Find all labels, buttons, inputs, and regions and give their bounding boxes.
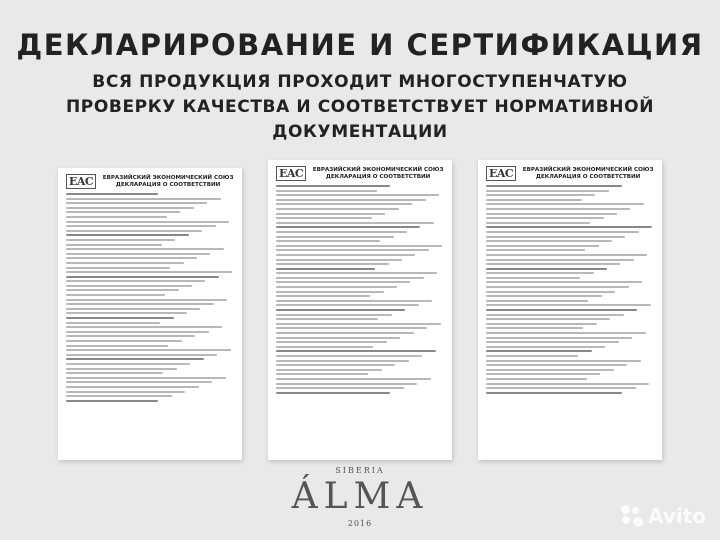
document-text-line (486, 304, 651, 306)
document-text-line (276, 318, 378, 320)
eac-mark-icon: EAC (66, 174, 96, 189)
document-text-line (276, 277, 424, 279)
document-text-line (276, 194, 439, 196)
document-text-line (66, 340, 182, 342)
document-text-line (66, 395, 172, 397)
document-text-line (486, 309, 637, 311)
document-text-line (486, 383, 649, 385)
document-text-line (486, 199, 582, 201)
document-title: ЕВРАЗИЙСКИЙ ЭКОНОМИЧЕСКИЙ СОЮЗ ДЕКЛАРАЦИЯ О СООТВЕТСТВИИ (102, 174, 234, 188)
document-text-line (66, 244, 162, 246)
document-text-line (486, 364, 627, 366)
document-text-line (276, 323, 441, 325)
document-text-line (276, 369, 382, 371)
document-text-line (276, 222, 434, 224)
document-text-line (486, 360, 641, 362)
document-text-line (486, 213, 617, 215)
document-text-line (486, 208, 630, 210)
document-text-line (66, 234, 189, 236)
document-text-line (486, 300, 588, 302)
document-text-line (486, 217, 604, 219)
document-text-line (276, 291, 384, 293)
brand-tagline: SIBERIA (335, 466, 385, 475)
document-text-line (66, 216, 167, 218)
document-text-line (486, 350, 592, 352)
document-text-line (276, 364, 395, 366)
document-text-line (276, 203, 412, 205)
document-text-line (486, 337, 632, 339)
document-text-line (486, 190, 609, 192)
document-text-line (66, 326, 222, 328)
document-text-line (486, 254, 647, 256)
document-text-line (66, 363, 190, 365)
document-text-line (66, 230, 202, 232)
document-text-line (486, 392, 622, 394)
document-text-line (276, 387, 404, 389)
document-text-line (276, 240, 380, 242)
document-text-line (66, 267, 170, 269)
document-text-line (486, 277, 580, 279)
document-text-line (486, 378, 587, 380)
document-text-line (66, 285, 192, 287)
document-text-line (66, 354, 217, 356)
document-text-line (276, 236, 394, 238)
document-text-line (276, 208, 399, 210)
document-text-line (486, 373, 600, 375)
document-text-line (486, 185, 622, 187)
document-text-line (276, 341, 387, 343)
page-subtitle: ВСЯ ПРОДУКЦИЯ ПРОХОДИТ МНОГОСТУПЕНЧАТУЮ ПРОВЕРКУ КАЧЕСТВА И СООТВЕТСТВУЕТ НОРМАТИВНОЙ ДОКУМЕНТАЦИИ (65, 72, 655, 142)
document-text-line (276, 373, 368, 375)
document-text-line (66, 358, 204, 360)
document-text-line (276, 392, 390, 394)
document-text-line (66, 308, 200, 310)
document-text-line (276, 249, 429, 251)
document-text-line (276, 350, 436, 352)
document-text-line (66, 207, 194, 209)
document-text-line (276, 295, 370, 297)
declaration-document-2[interactable] (268, 160, 452, 460)
document-text-line (66, 349, 231, 351)
document-text-line (276, 190, 377, 192)
document-title: ЕВРАЗИЙСКИЙ ЭКОНОМИЧЕСКИЙ СОЮЗ ДЕКЛАРАЦИЯ О СООТВЕТСТВИИ (312, 166, 444, 180)
document-text-line (66, 335, 195, 337)
document-text-line (486, 231, 639, 233)
document-text-line (66, 202, 207, 204)
document-text-line (486, 346, 605, 348)
document-text-line (66, 211, 180, 213)
document-text-line (66, 221, 229, 223)
document-text-line (66, 299, 227, 301)
document-text-line (486, 222, 590, 224)
document-text-line (276, 185, 390, 187)
document-text-line (276, 281, 410, 283)
document-text-line (486, 194, 595, 196)
document-text-line (486, 259, 634, 261)
avito-watermark-text: Avito (648, 504, 706, 528)
document-text-line (66, 317, 174, 319)
avito-watermark (621, 504, 706, 528)
document-text-line (66, 253, 210, 255)
document-text-line (486, 268, 607, 270)
document-text-line (66, 289, 179, 291)
avito-logo-icon (621, 505, 643, 527)
document-text-line (486, 281, 642, 283)
document-text-line (276, 217, 372, 219)
document-text-line (66, 381, 212, 383)
document-text-line (276, 199, 426, 201)
document-text-line (486, 332, 646, 334)
document-text-line (276, 300, 432, 302)
eac-mark-icon: EAC (276, 166, 306, 181)
document-text-line (66, 303, 214, 305)
document-text-line (66, 294, 165, 296)
document-text-line (276, 254, 415, 256)
document-text-line (66, 225, 216, 227)
document-text-line (276, 304, 419, 306)
document-text-line (276, 309, 405, 311)
declaration-document-3[interactable] (478, 160, 662, 460)
brand-logo: ÁLMA (291, 476, 429, 517)
document-text-line (276, 355, 422, 357)
document-text-line (66, 248, 224, 250)
document-text-lines (66, 193, 234, 402)
document-text-line (66, 331, 209, 333)
document-text-line (486, 286, 629, 288)
document-title: ЕВРАЗИЙСКИЙ ЭКОНОМИЧЕСКИЙ СОЮЗ ДЕКЛАРАЦИЯ О СООТВЕТСТВИИ (522, 166, 654, 180)
document-text-line (66, 239, 175, 241)
document-text-line (486, 203, 644, 205)
document-text-line (486, 318, 610, 320)
document-text-line (66, 257, 197, 259)
document-text-line (66, 271, 232, 273)
document-text-line (276, 259, 402, 261)
document-text-line (66, 400, 158, 402)
document-text-line (66, 198, 221, 200)
document-text-line (66, 386, 199, 388)
document-text-lines (276, 185, 444, 394)
document-text-line (276, 286, 397, 288)
document-text-line (66, 368, 177, 370)
document-text-line (276, 268, 375, 270)
document-text-lines (486, 185, 654, 394)
document-text-line (66, 322, 160, 324)
document-text-line (486, 263, 620, 265)
document-text-line (486, 236, 625, 238)
document-text-line (276, 245, 442, 247)
eac-mark-icon: EAC (486, 166, 516, 181)
document-text-line (276, 263, 389, 265)
document-text-line (486, 291, 615, 293)
document-text-line (66, 276, 219, 278)
document-text-line (486, 240, 612, 242)
document-text-line (486, 272, 594, 274)
document-text-line (66, 372, 163, 374)
page-title: ДЕКЛАРИРОВАНИЕ И СЕРТИФИКАЦИЯ (16, 28, 704, 62)
document-text-line (276, 226, 420, 228)
document-text-line (276, 360, 409, 362)
document-text-line (486, 226, 652, 228)
document-text-line (66, 280, 205, 282)
document-text-line (486, 295, 602, 297)
document-text-line (276, 231, 407, 233)
document-text-line (276, 346, 373, 348)
declaration-document-1[interactable] (58, 168, 242, 460)
document-text-line (66, 193, 158, 195)
document-text-line (486, 369, 614, 371)
document-text-line (66, 312, 187, 314)
document-text-line (276, 213, 385, 215)
document-text-line (66, 377, 226, 379)
document-text-line (276, 378, 431, 380)
document-text-line (276, 332, 414, 334)
document-text-line (276, 337, 400, 339)
document-text-line (486, 387, 636, 389)
document-text-line (276, 272, 437, 274)
document-text-line (486, 314, 624, 316)
document-text-line (276, 383, 417, 385)
document-text-line (276, 314, 392, 316)
document-text-line (276, 327, 427, 329)
document-text-line (486, 323, 597, 325)
document-text-line (66, 262, 184, 264)
document-text-line (66, 391, 185, 393)
document-text-line (486, 355, 578, 357)
document-text-line (486, 341, 619, 343)
document-text-line (486, 249, 585, 251)
document-text-line (486, 327, 583, 329)
document-text-line (66, 345, 168, 347)
document-text-line (486, 245, 599, 247)
brand-year: 2016 (347, 519, 373, 528)
